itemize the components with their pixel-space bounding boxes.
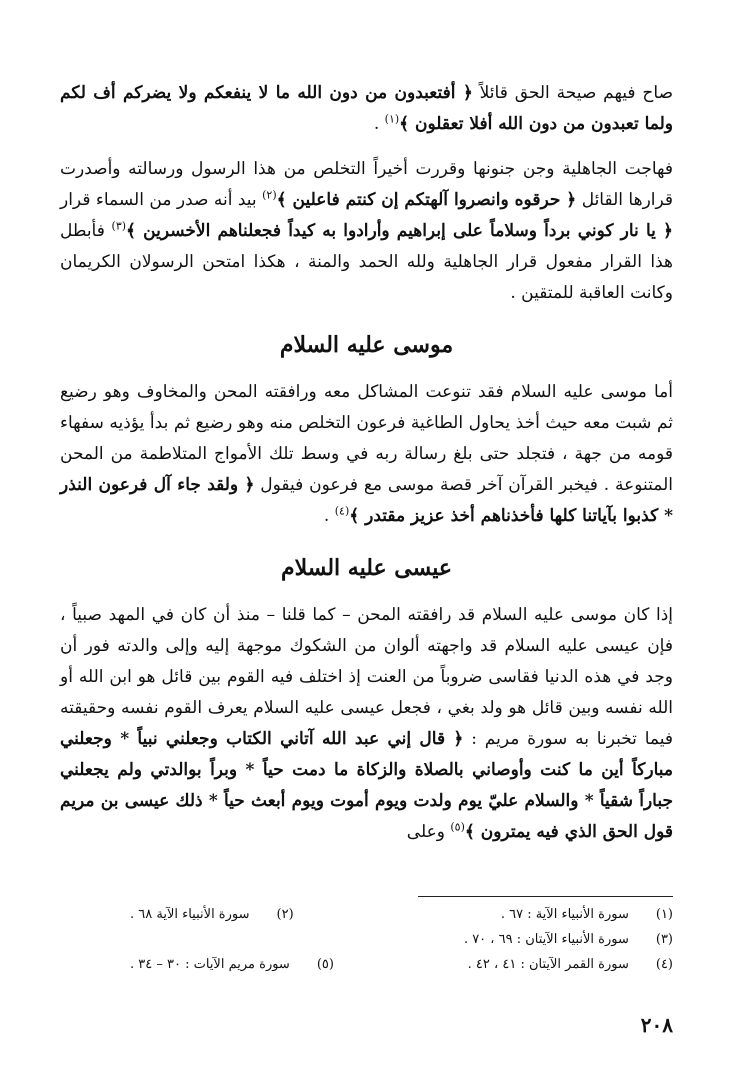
quran-quote: ﴿ قال إني عبد الله آتاني الكتاب وجعلني نبياً * وجعلني مباركاً أين ما كنت وأوصاني بالصلاة والزكاة ما دمت حياً * وبراً بوالدتي ولم يجعلني جباراً شقياً * والسلام عليّ يوم ولدت ويوم أموت ويوم أبعث حياً * ذلك عيسى بن مريم قول الحق الذي فيه يمترون ﴾ (60, 729, 673, 842)
footnote-text: سورة الأنبياء الآيتان : ٦٩ ، ٧٠ . (463, 932, 629, 947)
footnote-number: (٢) (276, 907, 294, 922)
footnote-1 (501, 902, 673, 927)
footnote-row (130, 902, 673, 927)
text: فأبطل هذا القرار مفعول قرار الجاهلية ولله الحمد والمنة ، هكذا امتحن الرسولان الكريمان وكانت العاقبة للمتقين . (60, 221, 673, 303)
text: بيد أنه صدر من السماء قرار (60, 190, 257, 210)
paragraph-isa (60, 600, 673, 848)
paragraph-ibrahim-2 (60, 154, 673, 309)
text: أما موسى عليه السلام فقد تنوعت المشاكل معه ورافقته المحن والمخاوف وهو رضيع ثم شبت معه حيث أخذ يحاول الطاغية فرعون التخلص منه وهو رضيع ثم بدأ يؤذيه سفهاء قومه من جهة ، فتجلد حتى بلغ رسالة ربه في وسط تلك الأمواج المتلاطمة من المحن المتنوعة . فيخبر القرآن آخر قصة موسى مع فرعون فيقول (60, 382, 674, 495)
paragraph-ibrahim-1 (60, 78, 673, 140)
footnote-4 (468, 952, 673, 977)
footnotes (130, 902, 673, 977)
footnote-number: (٥) (316, 957, 334, 972)
footnote-number: (٤) (655, 957, 673, 972)
footnote-ref[interactable]: (٢) (262, 188, 277, 202)
quran-quote: ﴿ حرقوه وانصروا آلهتكم إن كنتم فاعلين ﴾ (276, 190, 577, 210)
text: وعلى (406, 822, 445, 842)
quran-quote: ﴿ ولقد جاء آل فرعون النذر * كذبوا بآياتنا كلها فأخذناهم أخذ عزيز مقتدر ﴾ (60, 475, 673, 526)
footnote-text: سورة الأنبياء الآية : ٦٧ . (500, 907, 629, 922)
footnote-number: (١) (655, 907, 673, 922)
text: صاح فيهم صيحة الحق قائلاً (479, 83, 674, 103)
text: . (323, 506, 330, 526)
footnote-5 (130, 952, 334, 977)
page-body (60, 78, 673, 848)
quran-quote: ﴿ أفتعبدون من دون الله ما لا ينفعكم ولا يضركم أف لكم ولما تعبدون من دون الله أفلا تعقلون ﴾ (60, 83, 673, 134)
footnote-divider (418, 896, 673, 897)
footnote-ref[interactable]: (٥) (450, 820, 465, 834)
paragraph-musa (60, 377, 673, 532)
footnote-number: (٣) (655, 932, 673, 947)
footnote-row (130, 952, 673, 977)
footnote-ref[interactable]: (٣) (111, 219, 127, 233)
footnote-text: سورة مريم الآيات : ٣٠ – ٣٤ . (130, 957, 290, 972)
footnote-text: سورة الأنبياء الآية ٦٨ . (130, 907, 250, 922)
footnote-ref[interactable]: (٤) (334, 504, 350, 518)
footnote-2 (130, 902, 294, 927)
footnote-row (130, 927, 673, 952)
footnote-ref[interactable]: (١) (384, 112, 400, 126)
text: . (373, 114, 380, 134)
page-number: ٢٠٨ (640, 1013, 673, 1037)
section-heading-isa: عيسى عليه السلام (280, 555, 453, 581)
section-heading-musa: موسى عليه السلام (279, 332, 454, 358)
footnote-text: سورة القمر الآيتان : ٤١ ، ٤٢ . (467, 957, 629, 972)
quran-quote: ﴿ يا نار كوني برداً وسلاماً على إبراهيم وأرادوا به كيداً فجعلناهم الأخسرين ﴾ (126, 221, 673, 241)
footnote-3 (464, 927, 673, 952)
text: إذا كان موسى عليه السلام قد رافقته المحن – كما قلنا – منذ أن كان في المهد صبياً ، فإن عيسى عليه السلام قد واجهته ألوان من الشكوك موجهة إليه وإلى والدته فور أن وجد في هذه الدنيا فقاسى ضروباً من العنت إذ اختلف فيه القوم بين قائل هو ابن الله أو الله نفسه وبين قائل هو ولد بغي ، فجعل عيسى عليه السلام يعرف القوم نفسه وحقيقته فيما تخبرنا به سورة مريم : (60, 605, 674, 749)
text: فهاجت الجاهلية وجن جنونها وقررت أخيراً التخلص من هذا الرسول ورسالته وأصدرت قرارها القائل (60, 159, 674, 210)
